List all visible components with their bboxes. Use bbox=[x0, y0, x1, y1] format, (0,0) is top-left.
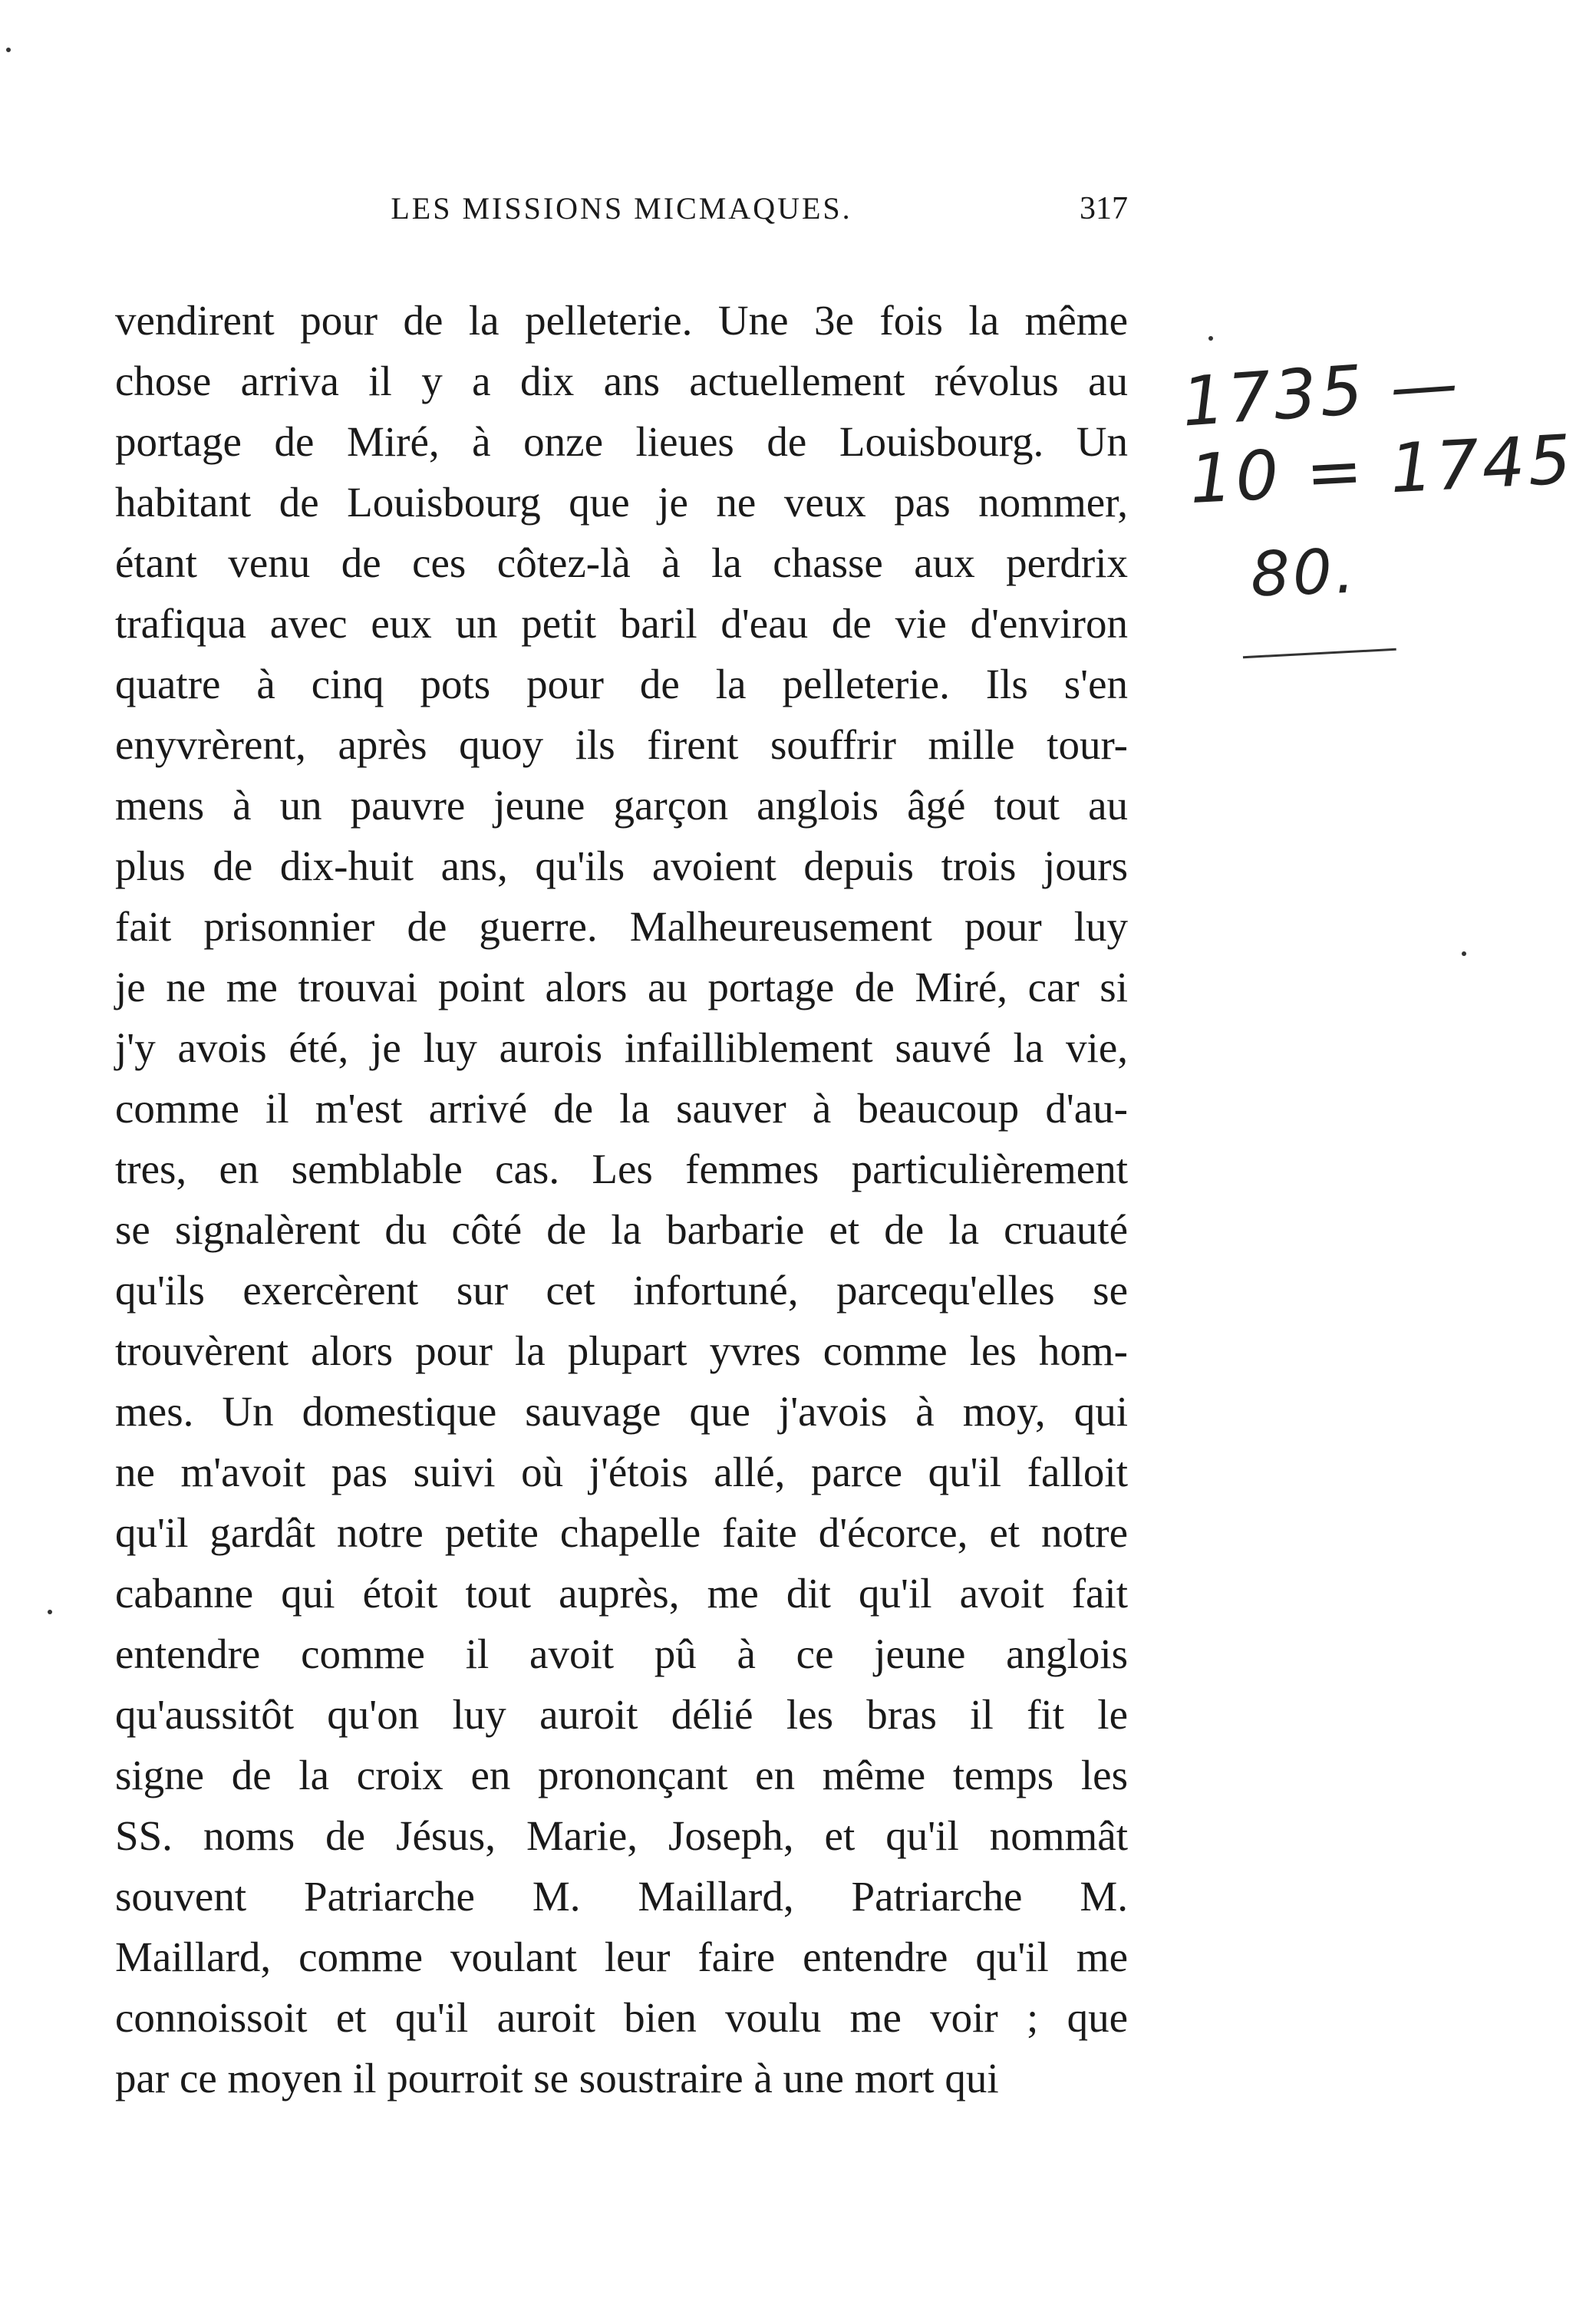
margin-note-underline bbox=[1243, 648, 1396, 663]
text-line: comme il m'est arrivé de la sauver à beaucoup d'au- bbox=[115, 1085, 1128, 1132]
text-line: tres, en semblable cas. Les femmes particulièrement bbox=[115, 1146, 1128, 1192]
text-line: vendirent pour de la pelleterie. Une 3e fois la même bbox=[115, 297, 1128, 344]
text-line: trafiqua avec eux un petit baril d'eau de vie d'environ bbox=[115, 600, 1128, 647]
page-number: 317 bbox=[1080, 191, 1128, 226]
text-line: trouvèrent alors pour la plupart yvres comme les hom- bbox=[115, 1327, 1128, 1374]
paper-speck bbox=[1462, 951, 1466, 956]
text-line: mes. Un domestique sauvage que j'avois à moy, qui bbox=[115, 1388, 1128, 1435]
text-line: enyvrèrent, après quoy ils firent souffrir mille tour- bbox=[115, 721, 1128, 768]
text-line: je ne me trouvai point alors au portage de Miré, car si bbox=[115, 964, 1128, 1010]
text-line: signe de la croix en prononçant en même temps les bbox=[115, 1752, 1128, 1798]
text-line: souvent Patriarche M. Maillard, Patriarche M. bbox=[115, 1873, 1128, 1920]
text-line: se signalèrent du côté de la barbarie et de la cruauté bbox=[115, 1206, 1128, 1253]
text-line: connoissoit et qu'il auroit bien voulu me voir ; que bbox=[115, 1994, 1128, 2041]
text-line: qu'ils exercèrent sur cet infortuné, parcequ'elles se bbox=[115, 1267, 1128, 1314]
text-line: cabanne qui étoit tout auprès, me dit qu'il avoit fait bbox=[115, 1570, 1128, 1617]
text-line: j'y avois été, je luy aurois infailliblement sauvé la vie, bbox=[115, 1024, 1128, 1071]
text-line: plus de dix-huit ans, qu'ils avoient depuis trois jours bbox=[115, 842, 1128, 889]
text-line: par ce moyen il pourroit se soustraire à une mort qui bbox=[115, 2055, 999, 2101]
paper-speck bbox=[6, 48, 11, 52]
text-line: quatre à cinq pots pour de la pelleterie. Ils s'en bbox=[115, 661, 1128, 707]
running-title: LES MISSIONS MICMAQUES. bbox=[391, 191, 852, 226]
text-line: portage de Miré, à onze lieues de Louisbourg. Un bbox=[115, 418, 1128, 465]
handwritten-margin-notes bbox=[1166, 307, 1576, 706]
text-line: mens à un pauvre jeune garçon anglois âgé tout au bbox=[115, 782, 1128, 829]
text-line: qu'aussitôt qu'on luy auroit délié les bras il fit le bbox=[115, 1691, 1128, 1738]
text-line: entendre comme il avoit pû à ce jeune anglois bbox=[115, 1630, 1128, 1677]
text-line: habitant de Louisbourg que je ne veux pas nommer, bbox=[115, 479, 1128, 526]
text-line: fait prisonnier de guerre. Malheureusement pour luy bbox=[115, 903, 1128, 950]
margin-note: 80. bbox=[1249, 535, 1359, 611]
margin-note: 1735 — bbox=[1179, 343, 1464, 442]
text-line: ne m'avoit pas suivi où j'étois allé, parce qu'il falloit bbox=[115, 1449, 1128, 1495]
text-line: Maillard, comme voulant leur faire entendre qu'il me bbox=[115, 1933, 1128, 1980]
paper-speck bbox=[48, 1610, 52, 1614]
paper-speck bbox=[1208, 336, 1213, 341]
margin-note: 10 = 1745 bbox=[1187, 419, 1576, 519]
text-line: chose arriva il y a dix ans actuellement révolus au bbox=[115, 358, 1128, 404]
text-line: étant venu de ces côtez-là à la chasse aux perdrix bbox=[115, 539, 1128, 586]
body-text bbox=[115, 290, 1128, 2108]
text-line: SS. noms de Jésus, Marie, Joseph, et qu'il nommât bbox=[115, 1812, 1128, 1859]
running-head bbox=[115, 190, 1128, 236]
text-line: qu'il gardât notre petite chapelle faite d'écorce, et notre bbox=[115, 1509, 1128, 1556]
